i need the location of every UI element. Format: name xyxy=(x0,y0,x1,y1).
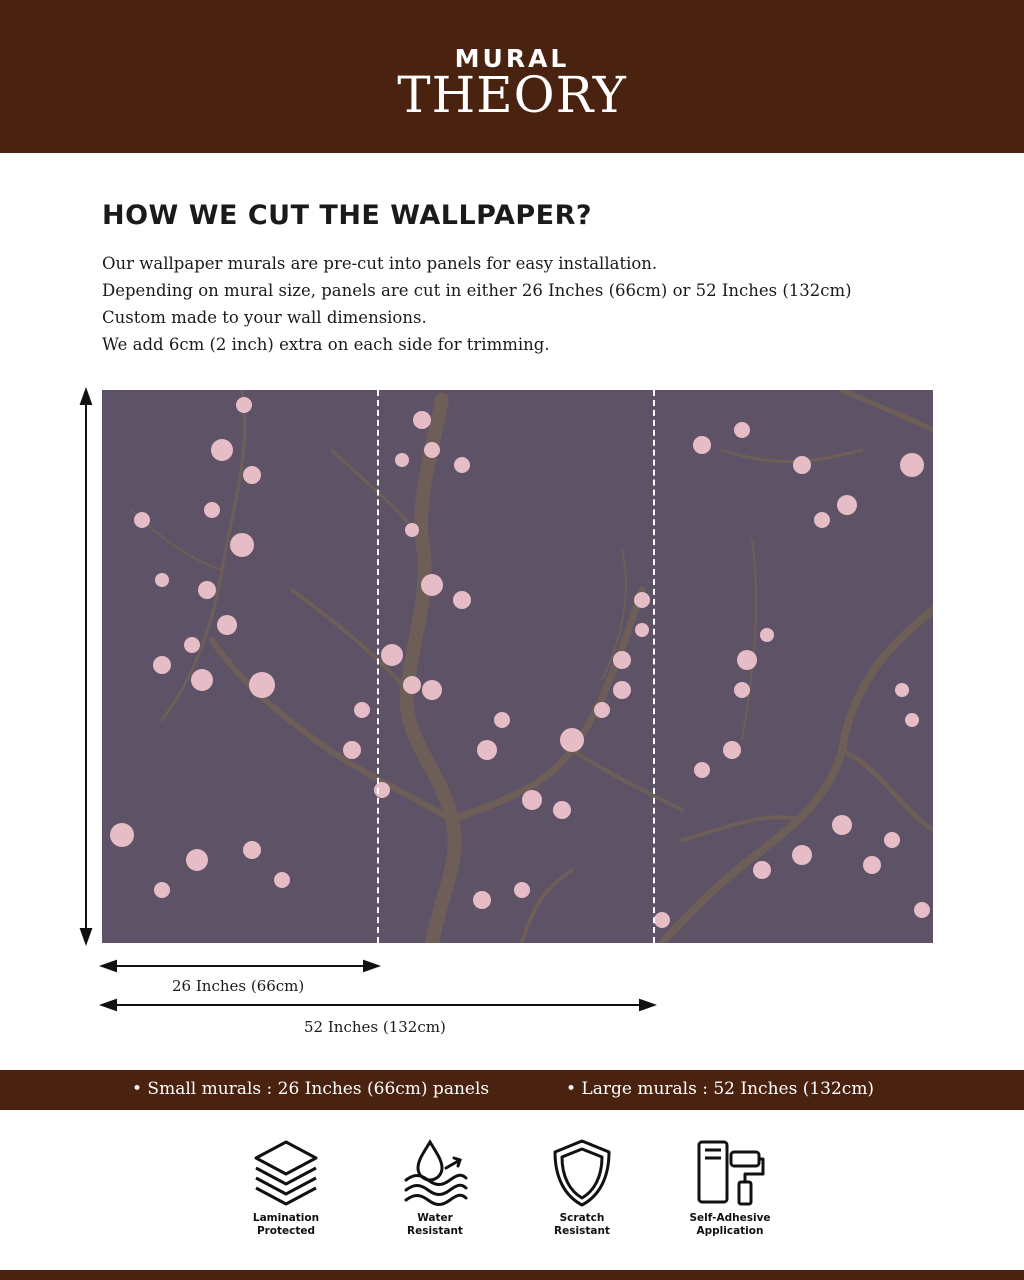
feature-adhesive xyxy=(665,1138,795,1238)
height-arrow-bottom-head xyxy=(81,929,91,943)
layers-icon xyxy=(251,1138,321,1208)
brand-name-main: THEORY xyxy=(397,66,627,124)
feature-scratch-line2: Resistant xyxy=(554,1225,610,1237)
height-arrow-top-head xyxy=(81,390,91,404)
double-width-arrow-right-head xyxy=(640,1000,654,1010)
footer-bar xyxy=(0,1270,1024,1280)
brand-name-top: MURAL xyxy=(454,44,570,73)
description-line: Custom made to your wall dimensions. xyxy=(102,308,427,327)
wallpaper-roll-icon xyxy=(695,1138,765,1208)
feature-lamination xyxy=(221,1138,351,1238)
water-drop-icon xyxy=(400,1138,470,1208)
double-width-label: 52 Inches (132cm) xyxy=(304,1018,446,1036)
feature-adhesive-line1: Self-Adhesive xyxy=(689,1212,771,1224)
panel-width-arrow-right-head xyxy=(364,961,378,971)
feature-scratch xyxy=(517,1138,647,1238)
feature-water-line1: Water xyxy=(417,1212,453,1224)
panel-width-label: 26 Inches (66cm) xyxy=(172,977,305,995)
feature-adhesive-line2: Application xyxy=(696,1225,764,1237)
feature-water xyxy=(370,1138,500,1238)
large-murals-note: • Large murals : 52 Inches (132cm) xyxy=(566,1079,875,1099)
page-heading: HOW WE CUT THE WALLPAPER? xyxy=(102,200,593,231)
feature-water-line2: Resistant xyxy=(407,1225,463,1237)
feature-scratch-line1: Scratch xyxy=(559,1212,605,1224)
double-width-arrow-left-head xyxy=(102,1000,116,1010)
shield-icon xyxy=(547,1138,617,1208)
feature-lamination-line1: Lamination xyxy=(252,1212,320,1224)
size-info-band xyxy=(0,1070,1024,1110)
description-line: We add 6cm (2 inch) extra on each side for trimming. xyxy=(102,335,550,354)
description-line: Our wallpaper murals are pre-cut into panels for easy installation. xyxy=(102,254,658,273)
small-murals-note: • Small murals : 26 Inches (66cm) panels xyxy=(132,1079,490,1099)
description-line: Depending on mural size, panels are cut in either 26 Inches (66cm) or 52 Inches (132cm) xyxy=(102,281,852,300)
panel-width-arrow-left-head xyxy=(102,961,116,971)
feature-lamination-line2: Protected xyxy=(256,1225,316,1237)
